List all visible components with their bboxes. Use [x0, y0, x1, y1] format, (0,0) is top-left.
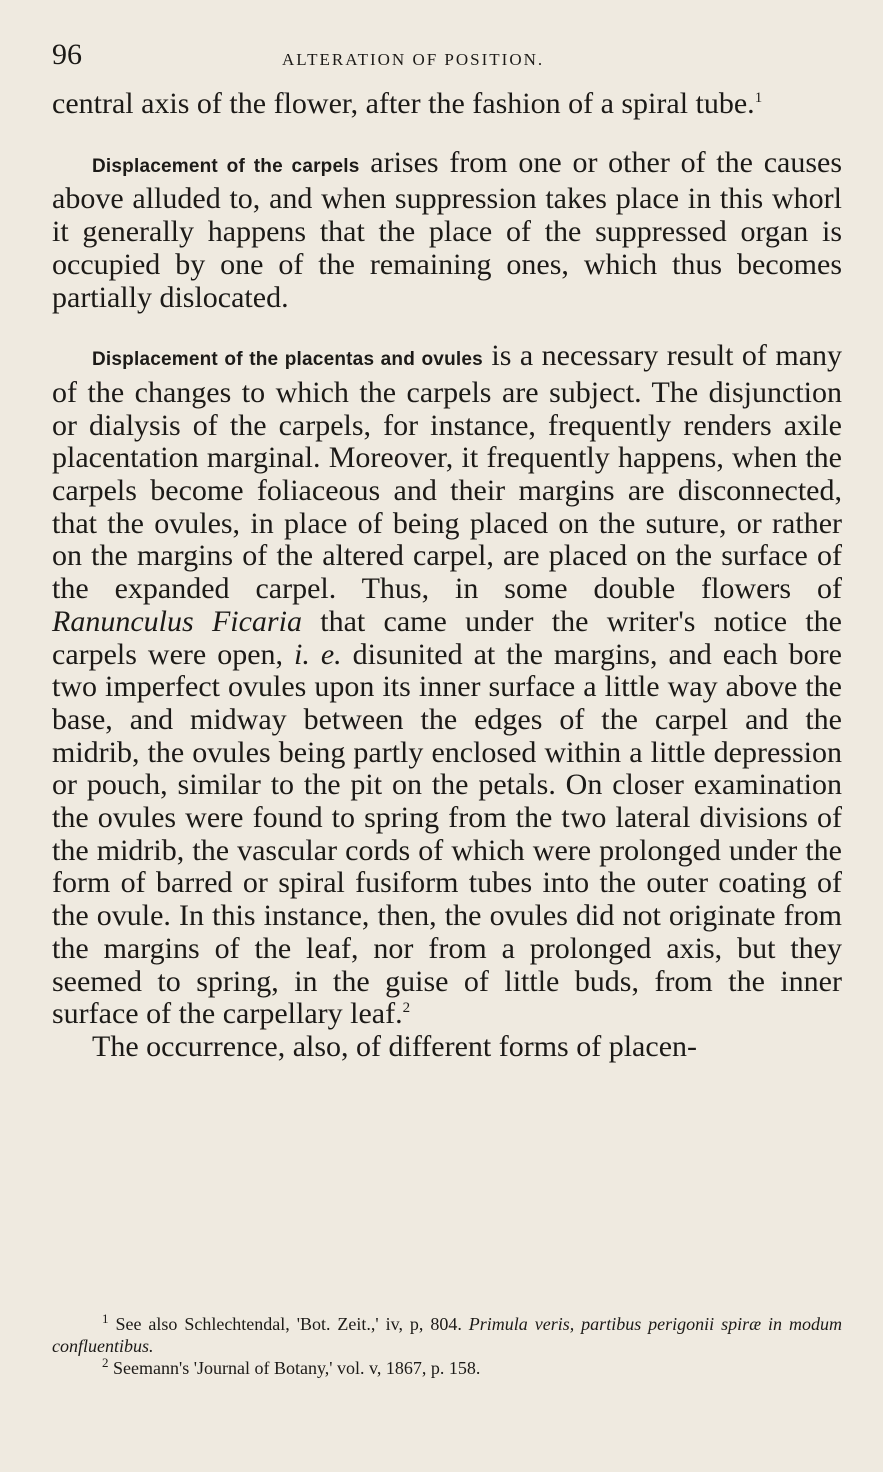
paragraph-4 [52, 1031, 842, 1064]
body-text [52, 88, 842, 1064]
paragraph-1-text: central axis of the flower, after the fashion of a spiral tube. [52, 87, 755, 120]
footnote-2-marker: 2 [102, 1355, 109, 1370]
running-head: ALTERATION OF POSITION. [282, 50, 545, 69]
species-name: Ranunculus Ficaria [52, 604, 302, 638]
paragraph-2-text: arises from one or other of the causes above alluded to, and when suppression takes place in this whorl it generally happens that the place of the suppressed organ is occupied by one of the remaining ones, which thus becomes partially dislocated. [52, 145, 842, 314]
footnote-1-text: See also Schlechtendal, 'Bot. Zeit.,' iv, p, 804. [108, 1314, 469, 1334]
footnote-1 [52, 1313, 842, 1357]
footnote-1-latin: Primula veris, partibus perigonii spiræ in modum confluentibus. [52, 1314, 842, 1356]
paragraph-4-text: The occurrence, also, of different forms of placen- [92, 1029, 697, 1063]
footnote-2-text: Seemann's 'Journal of Botany,' vol. v, 1867, p. 158. [108, 1358, 481, 1378]
footnote-1-marker: 1 [102, 1311, 109, 1326]
paragraph-3-text-b: that came under the writer's notice the carpels were open, [52, 604, 842, 671]
paragraph-2-lead: Displacement of the carpels [92, 155, 360, 177]
paragraph-3-lead: Displacement of the placentas and ovules [92, 349, 483, 371]
paragraph-displacement-placentas [52, 340, 842, 1031]
footnote-ref-1: 1 [754, 90, 763, 106]
paragraph-3-text-a: is a necessary result of many of the changes to which the carpels are subject. The disjunction or dialysis of the carpels, for instance, frequently renders axile placentation marginal. Moreover, it frequently happens, when the carpels become foliaceous and their margins are disconnected, that the ovules, in place of being placed on the suture, or rather on the margins of the altered carpel, are placed on the surface of the expanded carpel. Thus, in some double flowers of [52, 339, 843, 606]
paragraph-displacement-carpels [52, 147, 842, 315]
footnotes [52, 1313, 842, 1379]
footnote-ref-2: 2 [402, 1000, 411, 1017]
page-number: 96 [52, 38, 82, 71]
paragraph-1 [52, 88, 842, 121]
abbreviation-ie: i. e. [294, 637, 342, 671]
page-header [52, 38, 842, 78]
footnote-2 [52, 1357, 842, 1379]
paragraph-3-text-c: disunited at the margins, and each bore two imperfect ovules upon its inner surface a little way above the base, and midway between the edges of the carpel and the midrib, the ovules being partly enclosed within a little depression or pouch, similar to the pit on the petals. On closer examination the ovules were found to spring from the two lateral divisions of the midrib, the vascular cords of which were prolonged under the form of barred or spiral fusiform tubes into the outer coating of the ovule. In this instance, then, the ovules did not originate from the margins of the leaf, nor from a prolonged axis, but they seemed to spring, in the guise of little buds, from the inner surface of the carpellary leaf. [52, 637, 842, 1031]
